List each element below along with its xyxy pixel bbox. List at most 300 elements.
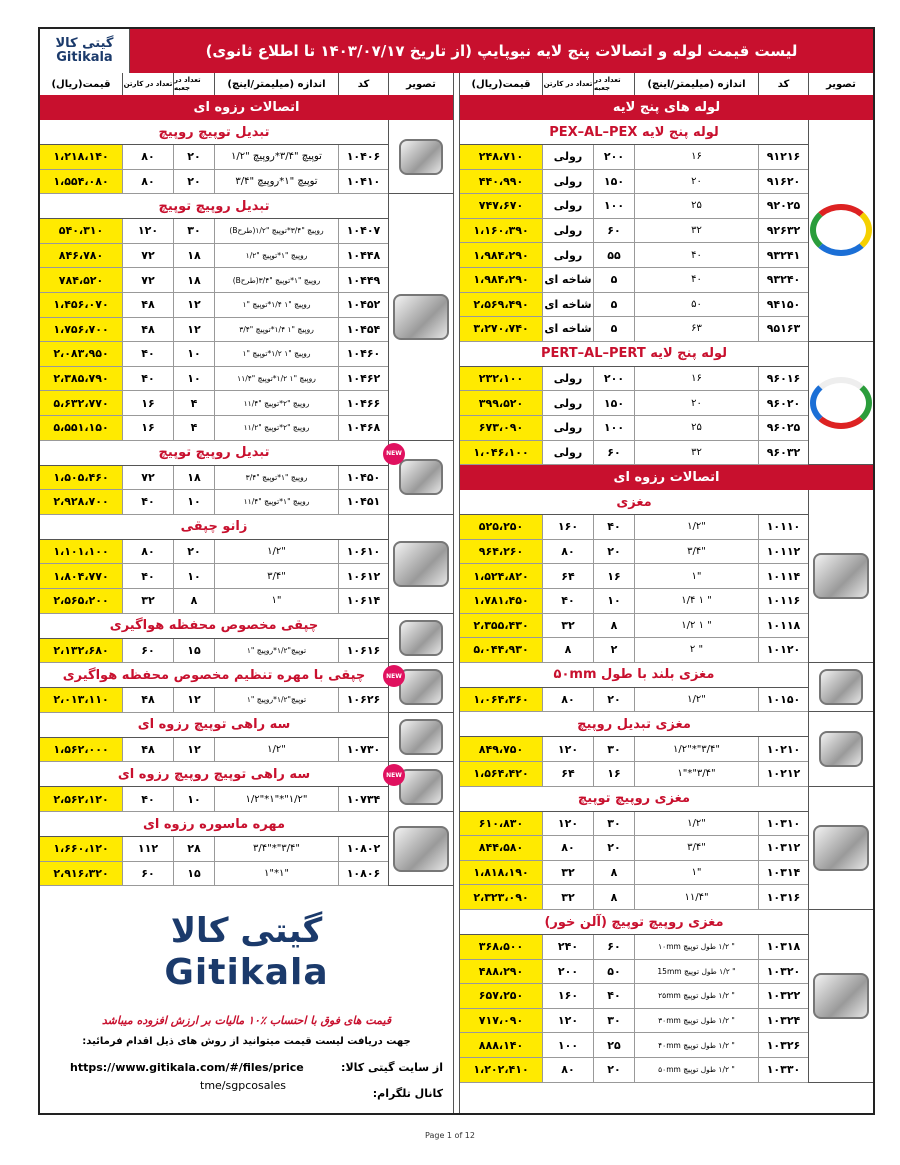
pert-pipe-image xyxy=(808,342,873,465)
per-carton-cell: ۱۶ xyxy=(122,391,173,415)
price-cell: ۱،۰۴۶،۱۰۰ xyxy=(460,441,542,465)
size-cell: "۱/۲ xyxy=(634,688,758,712)
male-female-nipple-title: مغزی روپیچ توپیچ xyxy=(460,787,808,812)
section-threaded-fittings-right: اتصالات رزوه ای xyxy=(460,465,873,490)
table-row xyxy=(40,367,388,392)
header-size: اندازه (میلیمتر/اینچ) xyxy=(214,73,338,95)
code-cell: ۱۰۴۶۲ xyxy=(338,367,388,391)
size-cell: "۱/۲"*"۱*"۱/۲ xyxy=(214,787,338,811)
code-cell: ۱۰۴۰۷ xyxy=(338,219,388,243)
price-cell: ۷۴۷،۶۷۰ xyxy=(460,194,542,218)
code-cell: ۱۰۱۱۸ xyxy=(758,614,808,638)
long-nipple-title: مغزی بلند با طول ۵۰mm xyxy=(460,663,808,688)
per-box-cell: ۱۲ xyxy=(173,293,214,317)
tee-mf-image xyxy=(388,762,453,812)
table-row xyxy=(40,862,388,887)
tee-mf-picture xyxy=(399,769,443,805)
per-carton-cell: ۲۴۰ xyxy=(542,935,593,959)
table-row xyxy=(40,293,388,318)
per-carton-cell: ۴۸ xyxy=(122,738,173,762)
code-cell: ۱۰۴۶۸ xyxy=(338,416,388,440)
size-cell: روپیچ "۱*توپیچ "۱۱/۴ xyxy=(214,490,338,514)
size-cell: "۱/۲ xyxy=(634,515,758,539)
table-row xyxy=(460,145,808,170)
price-cell: ۲،۹۲۸،۷۰۰ xyxy=(40,490,122,514)
price-cell: ۷۱۷،۰۹۰ xyxy=(460,1009,542,1033)
per-box-cell: ۱۰ xyxy=(173,490,214,514)
per-box-cell: ۲ xyxy=(593,638,634,662)
size-cell: توپیچ "۳/۴*روپیچ "۱/۲ xyxy=(214,145,338,169)
adapter-mf-picture xyxy=(393,294,449,340)
per-box-cell: ۱۶ xyxy=(593,564,634,588)
table-row xyxy=(460,960,808,985)
page-title: لیست قیمت لوله و اتصالات پنج لایه نیوپایپ (از تاریخ ۱۴۰۳/۰۷/۱۷ تا اطلاع ثانوی) xyxy=(130,29,873,73)
allen-nipple-image xyxy=(808,910,873,1083)
per-carton-cell: ۳۲ xyxy=(542,614,593,638)
price-cell: ۱،۷۸۱،۴۵۰ xyxy=(460,589,542,613)
per-box-cell: ۳۰ xyxy=(593,1009,634,1033)
code-cell: ۱۰۷۳۴ xyxy=(338,787,388,811)
size-cell: روپیچ "۱ ۱/۴*توپیچ "۱ xyxy=(214,293,338,317)
tee-title: سه راهی توپیچ رزوه ای xyxy=(40,713,388,738)
long-nipple-image xyxy=(808,663,873,713)
code-cell: ۱۰۴۵۲ xyxy=(338,293,388,317)
size-cell: " ۱/۲ طول توپیچ ۵۰mm xyxy=(634,1058,758,1082)
code-cell: ۱۰۳۱۲ xyxy=(758,836,808,860)
price-cell: ۱،۵۵۴،۰۸۰ xyxy=(40,170,122,194)
table-row xyxy=(40,564,388,589)
price-cell: ۱،۶۶۰،۱۲۰ xyxy=(40,837,122,861)
table-row xyxy=(460,688,808,713)
size-cell: " ۱/۲ طول توپیچ ۲۵mm xyxy=(634,984,758,1008)
size-cell: "۳/۴"*"۱ xyxy=(634,762,758,786)
per-carton-cell: رولی xyxy=(542,145,593,169)
table-row xyxy=(40,416,388,441)
per-carton-cell: ۳۲ xyxy=(542,861,593,885)
per-carton-cell: شاخه ای xyxy=(542,293,593,317)
per-box-cell: ۱۰ xyxy=(593,589,634,613)
price-cell: ۱،۵۶۲،۰۰۰ xyxy=(40,738,122,762)
size-cell: "۱/۲ xyxy=(214,738,338,762)
code-cell: ۱۰۶۲۶ xyxy=(338,688,388,712)
code-cell: ۱۰۱۱۶ xyxy=(758,589,808,613)
price-cell: ۶۱۰،۸۳۰ xyxy=(460,812,542,836)
top-bar xyxy=(40,29,873,74)
code-cell: ۹۲۶۳۲ xyxy=(758,219,808,243)
per-carton-cell: ۶۰ xyxy=(122,862,173,886)
elbow-title: زانو چپقی xyxy=(40,515,388,540)
column-divider xyxy=(453,73,460,1113)
table-row xyxy=(460,243,808,268)
price-cell: ۲۴۸،۷۱۰ xyxy=(460,145,542,169)
price-cell: ۸۴۴،۵۸۰ xyxy=(460,836,542,860)
size-cell: " ۱/۲ طول توپیچ ۱۰mm xyxy=(634,935,758,959)
size-cell: ۱۶ xyxy=(634,145,758,169)
price-cell: ۱،۸۰۴،۷۷۰ xyxy=(40,564,122,588)
code-cell: ۹۶۰۲۰ xyxy=(758,391,808,415)
code-cell: ۱۰۳۲۶ xyxy=(758,1033,808,1057)
header-per-box: تعداد در جعبه xyxy=(173,73,214,95)
size-cell: روپیچ "۱*توپیچ "۳/۴ xyxy=(214,466,338,490)
adapter-ff-image xyxy=(388,120,453,194)
code-cell: ۹۴۱۵۰ xyxy=(758,293,808,317)
size-cell: "۳/۴ xyxy=(634,540,758,564)
code-cell: ۱۰۳۱۴ xyxy=(758,861,808,885)
price-cell: ۵۴۰،۳۱۰ xyxy=(40,219,122,243)
table-row xyxy=(460,268,808,293)
nipple-image xyxy=(808,490,873,663)
size-cell: "۱/۲ xyxy=(214,540,338,564)
per-carton-cell: ۸۰ xyxy=(542,1058,593,1082)
union-title: مهره ماسوره رزوه ای xyxy=(40,812,388,837)
tee-picture xyxy=(399,719,443,755)
table-row xyxy=(460,540,808,565)
per-box-cell: ۱۸ xyxy=(173,466,214,490)
code-cell: ۱۰۴۶۶ xyxy=(338,391,388,415)
code-cell: ۹۱۲۱۶ xyxy=(758,145,808,169)
size-cell: روپیچ "۱*توپیچ "۳/۴(طرحB) xyxy=(214,268,338,292)
price-cell: ۸۸۸،۱۴۰ xyxy=(460,1033,542,1057)
price-cell: ۲۳۲،۱۰۰ xyxy=(460,367,542,391)
per-box-cell: ۱۰ xyxy=(173,342,214,366)
nipple-picture xyxy=(813,553,869,599)
code-cell: ۱۰۲۱۲ xyxy=(758,762,808,786)
table-header xyxy=(40,73,453,96)
per-carton-cell: رولی xyxy=(542,170,593,194)
male-female-nipple-image xyxy=(808,787,873,910)
adapter-ff-title: تبدیل توپیچ روپیچ xyxy=(40,120,388,145)
reducing-nipple-picture xyxy=(819,731,863,767)
code-cell: ۹۲۰۲۵ xyxy=(758,194,808,218)
price-cell: ۱،۵۶۴،۴۲۰ xyxy=(460,762,542,786)
price-cell: ۱،۲۱۸،۱۴۰ xyxy=(40,145,122,169)
code-cell: ۱۰۱۱۴ xyxy=(758,564,808,588)
size-cell: ۳۲ xyxy=(634,441,758,465)
size-cell: " ۲ xyxy=(634,638,758,662)
per-box-cell: ۸ xyxy=(173,589,214,613)
code-cell: ۱۰۳۲۲ xyxy=(758,984,808,1008)
code-cell: ۱۰۶۱۰ xyxy=(338,540,388,564)
per-carton-cell: ۱۲۰ xyxy=(542,812,593,836)
size-cell: " ۱/۲ طول توپیچ 15mm xyxy=(634,960,758,984)
table-row xyxy=(460,812,808,837)
per-carton-cell: ۱۶ xyxy=(122,416,173,440)
adapter-mf-title: تبدیل روپیچ توپیچ xyxy=(40,194,388,219)
per-carton-cell: ۴۸ xyxy=(122,318,173,342)
per-carton-cell: ۷۲ xyxy=(122,244,173,268)
per-box-cell: ۵۰ xyxy=(593,960,634,984)
table-row xyxy=(40,318,388,343)
price-cell: ۱،۹۸۴،۲۹۰ xyxy=(460,243,542,267)
price-cell: ۲،۳۲۳،۰۹۰ xyxy=(460,885,542,909)
allen-nipple-title: مغزی روپیچ توپیچ (آلن خور) xyxy=(460,910,808,935)
price-cell: ۱،۵۰۵،۴۶۰ xyxy=(40,466,122,490)
per-carton-cell: ۸۰ xyxy=(122,145,173,169)
per-box-cell: ۲۰ xyxy=(173,540,214,564)
price-cell: ۳،۲۷۰،۷۴۰ xyxy=(460,317,542,341)
per-box-cell: ۶۰ xyxy=(593,935,634,959)
size-cell: ۵۰ xyxy=(634,293,758,317)
per-carton-cell: ۴۸ xyxy=(122,293,173,317)
table-row xyxy=(40,391,388,416)
per-box-cell: ۱۵۰ xyxy=(593,391,634,415)
table-header xyxy=(460,73,873,96)
per-carton-cell: ۸۰ xyxy=(122,540,173,564)
per-box-cell: ۸ xyxy=(593,861,634,885)
table-row xyxy=(40,244,388,269)
price-cell: ۸۴۶،۷۸۰ xyxy=(40,244,122,268)
size-cell: روپیچ "۲*توپیچ "۱۱/۲ xyxy=(214,416,338,440)
per-box-cell: ۱۵ xyxy=(173,639,214,663)
price-cell: ۵۲۵،۲۵۰ xyxy=(460,515,542,539)
size-cell: روپیچ "۲*توپیچ "۱۱/۴ xyxy=(214,391,338,415)
per-carton-cell: ۴۰ xyxy=(122,787,173,811)
size-cell: ۳۲ xyxy=(634,219,758,243)
pert-title: لوله پنج لایه PERT–AL–PERT xyxy=(460,342,808,367)
per-box-cell: ۲۰ xyxy=(173,170,214,194)
code-cell: ۱۰۳۳۰ xyxy=(758,1058,808,1082)
per-carton-cell: شاخه ای xyxy=(542,268,593,292)
per-box-cell: ۲۰ xyxy=(593,1058,634,1082)
per-box-cell: ۴ xyxy=(173,416,214,440)
price-cell: ۱،۹۸۴،۲۹۰ xyxy=(460,268,542,292)
per-box-cell: ۴۰ xyxy=(593,515,634,539)
price-cell: ۲،۵۶۲،۱۲۰ xyxy=(40,787,122,811)
table-row xyxy=(40,466,388,491)
per-carton-cell: ۱۶۰ xyxy=(542,984,593,1008)
per-carton-cell: شاخه ای xyxy=(542,317,593,341)
table-row xyxy=(40,639,388,664)
code-cell: ۱۰۳۲۰ xyxy=(758,960,808,984)
per-box-cell: ۱۲ xyxy=(173,318,214,342)
per-box-cell: ۱۸ xyxy=(173,268,214,292)
price-cell: ۱،۵۲۴،۸۲۰ xyxy=(460,564,542,588)
table-row xyxy=(40,688,388,713)
size-cell: روپیچ "۳/۴*توپیچ "۱/۲(طرحB) xyxy=(214,219,338,243)
code-cell: ۹۵۱۶۳ xyxy=(758,317,808,341)
section-five-layer-pipes: لوله های پنج لایه xyxy=(460,95,873,120)
per-box-cell: ۸ xyxy=(593,885,634,909)
size-cell: " ۱/۲ طول توپیچ ۳۰mm xyxy=(634,1009,758,1033)
per-carton-cell: ۶۴ xyxy=(542,762,593,786)
price-cell: ۷۸۴،۵۲۰ xyxy=(40,268,122,292)
table-row xyxy=(460,441,808,466)
size-cell: "۱ xyxy=(634,861,758,885)
header-code: کد xyxy=(338,73,388,95)
table-row xyxy=(460,564,808,589)
per-carton-cell: ۷۲ xyxy=(122,268,173,292)
adapter-ff-picture xyxy=(399,139,443,175)
table-row xyxy=(40,219,388,244)
per-box-cell: ۲۰۰ xyxy=(593,367,634,391)
price-cell: ۵،۶۳۲،۷۷۰ xyxy=(40,391,122,415)
code-cell: ۹۶۰۲۵ xyxy=(758,416,808,440)
per-carton-cell: ۸ xyxy=(542,638,593,662)
adapter-mf2-image xyxy=(388,441,453,515)
per-box-cell: ۱۵۰ xyxy=(593,170,634,194)
per-carton-cell: ۸۰ xyxy=(542,540,593,564)
footer-brand-en: Gitikala xyxy=(164,952,329,994)
code-cell: ۱۰۳۱۸ xyxy=(758,935,808,959)
per-carton-cell: ۸۰ xyxy=(542,836,593,860)
nipple-title: مغزی xyxy=(460,490,808,515)
adjustable-elbow-image xyxy=(388,663,453,713)
price-cell: ۲،۵۶۹،۴۹۰ xyxy=(460,293,542,317)
elbow-image xyxy=(388,515,453,614)
per-carton-cell: رولی xyxy=(542,194,593,218)
code-cell: ۹۶۰۱۶ xyxy=(758,367,808,391)
size-cell: توپیچ"۱/۲*روپیچ "۱ xyxy=(214,688,338,712)
price-cell: ۱،۱۰۱،۱۰۰ xyxy=(40,540,122,564)
per-box-cell: ۲۰ xyxy=(593,540,634,564)
per-carton-cell: ۷۲ xyxy=(122,466,173,490)
table-row xyxy=(460,589,808,614)
per-box-cell: ۱۲ xyxy=(173,688,214,712)
per-carton-cell: ۱۲۰ xyxy=(122,219,173,243)
code-cell: ۱۰۳۱۶ xyxy=(758,885,808,909)
price-cell: ۲،۳۸۵،۷۹۰ xyxy=(40,367,122,391)
per-carton-cell: ۱۲۰ xyxy=(542,737,593,761)
size-cell: "۱ xyxy=(634,564,758,588)
per-carton-cell: رولی xyxy=(542,441,593,465)
size-cell: توپیچ"۱/۲*روپیچ "۱ xyxy=(214,639,338,663)
price-cell: ۲،۳۵۵،۴۳۰ xyxy=(460,614,542,638)
per-box-cell: ۲۸ xyxy=(173,837,214,861)
per-box-cell: ۱۵ xyxy=(173,862,214,886)
allen-nipple-picture xyxy=(813,973,869,1019)
per-box-cell: ۱۰ xyxy=(173,564,214,588)
air-vent-elbow-title: چپقی مخصوص محفظه هواگیری xyxy=(40,614,388,639)
table-row xyxy=(460,293,808,318)
per-box-cell: ۱۲ xyxy=(173,738,214,762)
price-cell: ۱،۱۶۰،۳۹۰ xyxy=(460,219,542,243)
header-per-box: تعداد در جعبه xyxy=(593,73,634,95)
table-row xyxy=(460,885,808,910)
price-cell: ۲،۱۳۲،۶۸۰ xyxy=(40,639,122,663)
left-column xyxy=(40,73,453,1113)
per-box-cell: ۵ xyxy=(593,293,634,317)
page-number: Page 1 of 12 xyxy=(425,1131,475,1140)
size-cell: " ۱/۲ طول توپیچ ۴۰mm xyxy=(634,1033,758,1057)
per-carton-cell: ۶۴ xyxy=(542,564,593,588)
code-cell: ۱۰۴۶۰ xyxy=(338,342,388,366)
table-row xyxy=(460,1058,808,1083)
per-carton-cell: رولی xyxy=(542,391,593,415)
per-box-cell: ۳۰ xyxy=(593,812,634,836)
code-cell: ۱۰۱۲۰ xyxy=(758,638,808,662)
price-cell: ۴۴۰،۹۹۰ xyxy=(460,170,542,194)
brand-logo-fa: گیتی کالا xyxy=(55,36,114,51)
per-carton-cell: ۱۰۰ xyxy=(542,1033,593,1057)
footer-brand-fa: گیتی کالا xyxy=(170,911,323,952)
per-carton-cell: ۸۰ xyxy=(122,170,173,194)
size-cell: " ۱ ۱/۲ xyxy=(634,614,758,638)
size-cell: "۱۱/۴ xyxy=(634,885,758,909)
price-cell: ۵،۵۵۱،۱۵۰ xyxy=(40,416,122,440)
per-carton-cell: ۴۰ xyxy=(542,589,593,613)
price-cell: ۲،۰۸۳،۹۵۰ xyxy=(40,342,122,366)
per-carton-cell: ۱۱۲ xyxy=(122,837,173,861)
size-cell: روپیچ "۱ ۱/۲*توپیچ "۱۱/۴ xyxy=(214,367,338,391)
code-cell: ۱۰۳۲۴ xyxy=(758,1009,808,1033)
code-cell: ۱۰۴۴۸ xyxy=(338,244,388,268)
size-cell: "۱*"۱ xyxy=(214,862,338,886)
right-column xyxy=(460,73,873,1113)
per-box-cell: ۱۰۰ xyxy=(593,416,634,440)
header-image: تصویر xyxy=(388,73,453,95)
code-cell: ۹۳۲۴۰ xyxy=(758,268,808,292)
code-cell: ۱۰۴۰۶ xyxy=(338,145,388,169)
size-cell: "۱/۲ xyxy=(634,812,758,836)
per-box-cell: ۶۰ xyxy=(593,219,634,243)
air-vent-elbow-image xyxy=(388,614,453,664)
telegram-label: کانال تلگرام: xyxy=(372,1087,443,1101)
code-cell: ۱۰۴۵۴ xyxy=(338,318,388,342)
table-row xyxy=(40,837,388,862)
per-box-cell: ۵ xyxy=(593,268,634,292)
per-carton-cell: ۳۲ xyxy=(542,885,593,909)
per-box-cell: ۸ xyxy=(593,614,634,638)
union-picture xyxy=(393,826,449,872)
pex-pipe-picture xyxy=(810,204,872,256)
code-cell: ۱۰۸۰۲ xyxy=(338,837,388,861)
code-cell: ۱۰۴۴۹ xyxy=(338,268,388,292)
code-cell: ۱۰۶۱۲ xyxy=(338,564,388,588)
table-row xyxy=(40,738,388,763)
table-row xyxy=(40,342,388,367)
size-cell: ۴۰ xyxy=(634,243,758,267)
code-cell: ۱۰۱۱۰ xyxy=(758,515,808,539)
adjustable-elbow-title: چپقی با مهره تنظیم مخصوص محفظه هواگیری xyxy=(40,663,388,688)
per-carton-cell: رولی xyxy=(542,219,593,243)
table-row xyxy=(460,737,808,762)
size-cell: ۲۵ xyxy=(634,194,758,218)
size-cell: " ۱ ۱/۴ xyxy=(634,589,758,613)
per-box-cell: ۳۰ xyxy=(593,737,634,761)
header-code: کد xyxy=(758,73,808,95)
site-link[interactable]: https://www.gitikala.com/#/files/price xyxy=(70,1061,304,1075)
per-carton-cell: ۲۰۰ xyxy=(542,960,593,984)
price-cell: ۸۴۹،۷۵۰ xyxy=(460,737,542,761)
price-cell: ۳۶۸،۵۰۰ xyxy=(460,935,542,959)
size-cell: ۲۰ xyxy=(634,391,758,415)
table-row xyxy=(460,1009,808,1034)
pex-pipe-image xyxy=(808,120,873,342)
size-cell: ۲۵ xyxy=(634,416,758,440)
size-cell: ۱۶ xyxy=(634,367,758,391)
per-box-cell: ۱۶ xyxy=(593,762,634,786)
per-carton-cell: ۱۲۰ xyxy=(542,1009,593,1033)
per-carton-cell: ۱۶۰ xyxy=(542,515,593,539)
telegram-link[interactable]: tme/sgpcosales xyxy=(200,1079,287,1093)
table-row xyxy=(460,219,808,244)
per-carton-cell: ۴۸ xyxy=(122,688,173,712)
union-image xyxy=(388,812,453,886)
brand-logo xyxy=(40,29,130,73)
code-cell: ۹۱۶۲۰ xyxy=(758,170,808,194)
per-box-cell: ۱۰ xyxy=(173,367,214,391)
size-cell: توپیچ "۱*روپیچ "۳/۴ xyxy=(214,170,338,194)
per-box-cell: ۶۰ xyxy=(593,441,634,465)
price-cell: ۵،۰۴۴،۹۳۰ xyxy=(460,638,542,662)
per-carton-cell: ۴۰ xyxy=(122,564,173,588)
per-box-cell: ۱۸ xyxy=(173,244,214,268)
per-carton-cell: ۴۰ xyxy=(122,367,173,391)
per-carton-cell: ۳۲ xyxy=(122,589,173,613)
table-row xyxy=(460,194,808,219)
table-row xyxy=(460,861,808,886)
price-cell: ۶۵۷،۲۵۰ xyxy=(460,984,542,1008)
